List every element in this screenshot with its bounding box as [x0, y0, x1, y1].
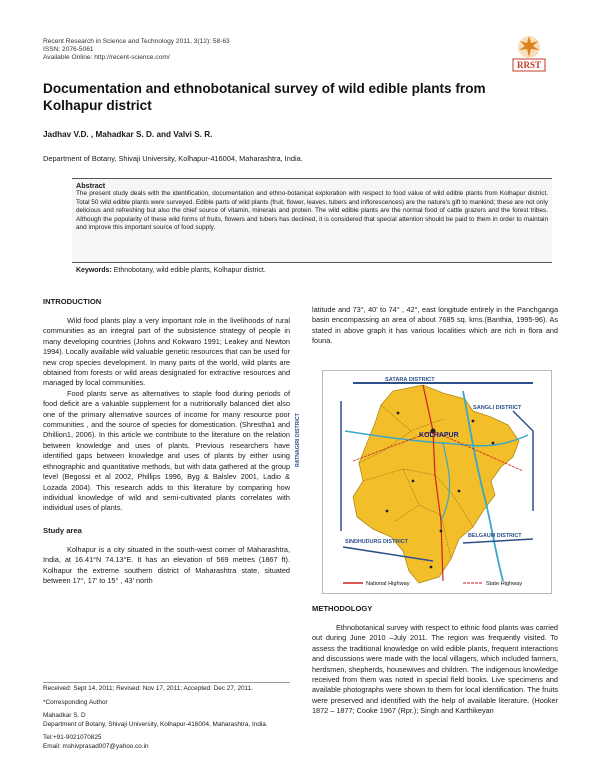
keywords	[76, 267, 266, 276]
methodology-heading: METHODOLOGY	[312, 604, 373, 613]
issn: ISSN: 2076-5061	[43, 46, 94, 54]
journal-citation: Recent Research in Science and Technology 2011, 3(12): 58-63	[43, 38, 230, 45]
legend-state-highway: State Highway	[486, 581, 523, 587]
map-label-sindhudurg: SINDHUDURG DISTRICT	[345, 539, 408, 545]
map-label-satara: SATARA DISTRICT	[385, 377, 435, 383]
authors: Jadhav V.D. , Mahadkar S. D. and Valvi S. R.	[43, 130, 213, 139]
corresponding-dept: Department of Botany, Shivaji University, Kolhapur-416004, Maharashtra, India.	[43, 720, 268, 728]
footnote-divider	[43, 682, 290, 683]
telephone: Tel:+91-9021070825	[43, 734, 102, 742]
journal-logo	[510, 33, 548, 82]
study-area-continued: latitude and 73°, 40' to 74° , 42°, east longitude entirely in the Panchganga basin encompassing an area of about 7685 sq. kms.(Banthia, 1995-96). As stated in above graph it has various localities which are rich in flora and founa.	[312, 305, 558, 346]
methodology-paragraph: Ethnobotanical survey with respect to ethnic food plants was carried out during June 2010 –July 2011. The region was frequently visited. To assess the traditional knowledge on wild edible plants, frequent interactions and discussions were made with the local villagers, which included farmers, herdsmen, shepherds, housewives and children. The indigenous knowledge received from them was noted in special field books. Live specimens and available photographs were shown to them for local identification. The fruits were preserved and identified with the help of available literature. (Hooker 1872 – 1877; Cooke 1967 (Rpr.); Singh and Karthikeyan	[312, 623, 558, 716]
keywords-text: Ethnobotany, wild edible plants, Kolhapur district.	[113, 267, 266, 274]
study-area-paragraph: Kolhapur is a city situated in the south-west corner of Maharashtra, India, at 16.41°N 74.13°E. It has an elevation of 569 metres (1867 ft). Kolhapur the extreme southern district of Maharashtra state, situated between 17°, 17' to 15° , 43' north	[43, 544, 290, 585]
email: Email: mshivprasad007@yahoo.co.in	[43, 742, 149, 750]
left-column	[43, 297, 290, 586]
keywords-label: Keywords:	[76, 267, 112, 274]
abstract-text: The present study deals with the identification, documentation and ethno-botanical exploration with respect to food value of wild edible plants from Kolhapur district. Total 50 wild edible plants were surveyed. Edible parts of wild plants (fruit, flower, leaves, tubers and inflorescences) are the nature’s gift to mankind; these are not only delicious and refreshing but also the chief source of vitamin, minerals and protein. The wild edible plants are the normal food of cattle grazers and the forest tribes. Although the popularity of these wild forms of fruits, flowers and tubers has declined, it is considered that special attention should be paid to them in order to maintain and improve this important source of food supply.	[76, 190, 548, 232]
map-label-ratnagiri: RATNAGIRI DISTRICT	[295, 413, 301, 467]
footnote	[43, 685, 293, 752]
abstract-box	[72, 178, 552, 263]
logo-text: RRST	[516, 60, 542, 70]
introduction-heading: INTRODUCTION	[43, 297, 102, 306]
map-label-sangli: SANGLI DISTRICT	[473, 405, 522, 411]
map-label-kolhapur: KOLHAPUR	[419, 432, 459, 439]
paper-title: Documentation and ethnobotanical survey of wild edible plants from Kolhapur district	[43, 81, 486, 113]
corresponding-label: *Corresponding Author	[43, 698, 108, 706]
affiliation: Department of Botany, Shivaji University, Kolhapur-416004, Maharashtra, India.	[43, 154, 303, 163]
intro-paragraph-2: Food plants serve as alternatives to staple food during periods of food deficit are a valuable supplement for a nutritionally balanced diet also one of the primary alternative sources of income for many resource poor communities , and the source of species for domestication. (Shrestha1 and Dhillion1, 2006). In this article we contribute to the literature on the relation between knowledge and uses of plants. Previous researchers have identified gaps between knowledge and uses of plants by either using ethnographic and quantitative methods, but with data gathered at the group level (Begossi et al 2002, Phillips 1996, Byg & Balslev 2001, Ladio & Lozada 2004). This research adds to this literature by comparing how individual knowledge of wild and semi-cultivated plants correlates with individual uses of plants.	[43, 388, 290, 513]
available-online: Available Online: http://recent-science.com/	[43, 54, 170, 62]
study-area-heading: Study area	[43, 525, 82, 535]
received-dates: Received: Sept 14, 2011; Revised: Nov 17, 2011; Accepted: Dec 27, 2011.	[43, 685, 253, 692]
district-map	[295, 370, 552, 594]
intro-paragraph-1: Wild food plants play a very important role in the livelihoods of rural communities as an integral part of the subsistence strategy of people in many developing countries (Johns and Kokwaro 1991; Leakey and Newton 1994). Locally available wild valuable genetic resources that can be used for new crop species development. In many parts of the world, wild plants are obtained from forests or wild areas designated for extractive resources and managed by local communities.	[43, 316, 290, 388]
journal-header	[43, 38, 230, 63]
abstract-heading: Abstract	[76, 181, 106, 190]
corresponding-name: Mahadkar S. D	[43, 712, 86, 720]
right-column-methodology	[312, 604, 558, 717]
legend-national-highway: National Highway	[366, 581, 410, 587]
map-label-belgaum: BELGAUM DISTRICT	[468, 533, 522, 539]
